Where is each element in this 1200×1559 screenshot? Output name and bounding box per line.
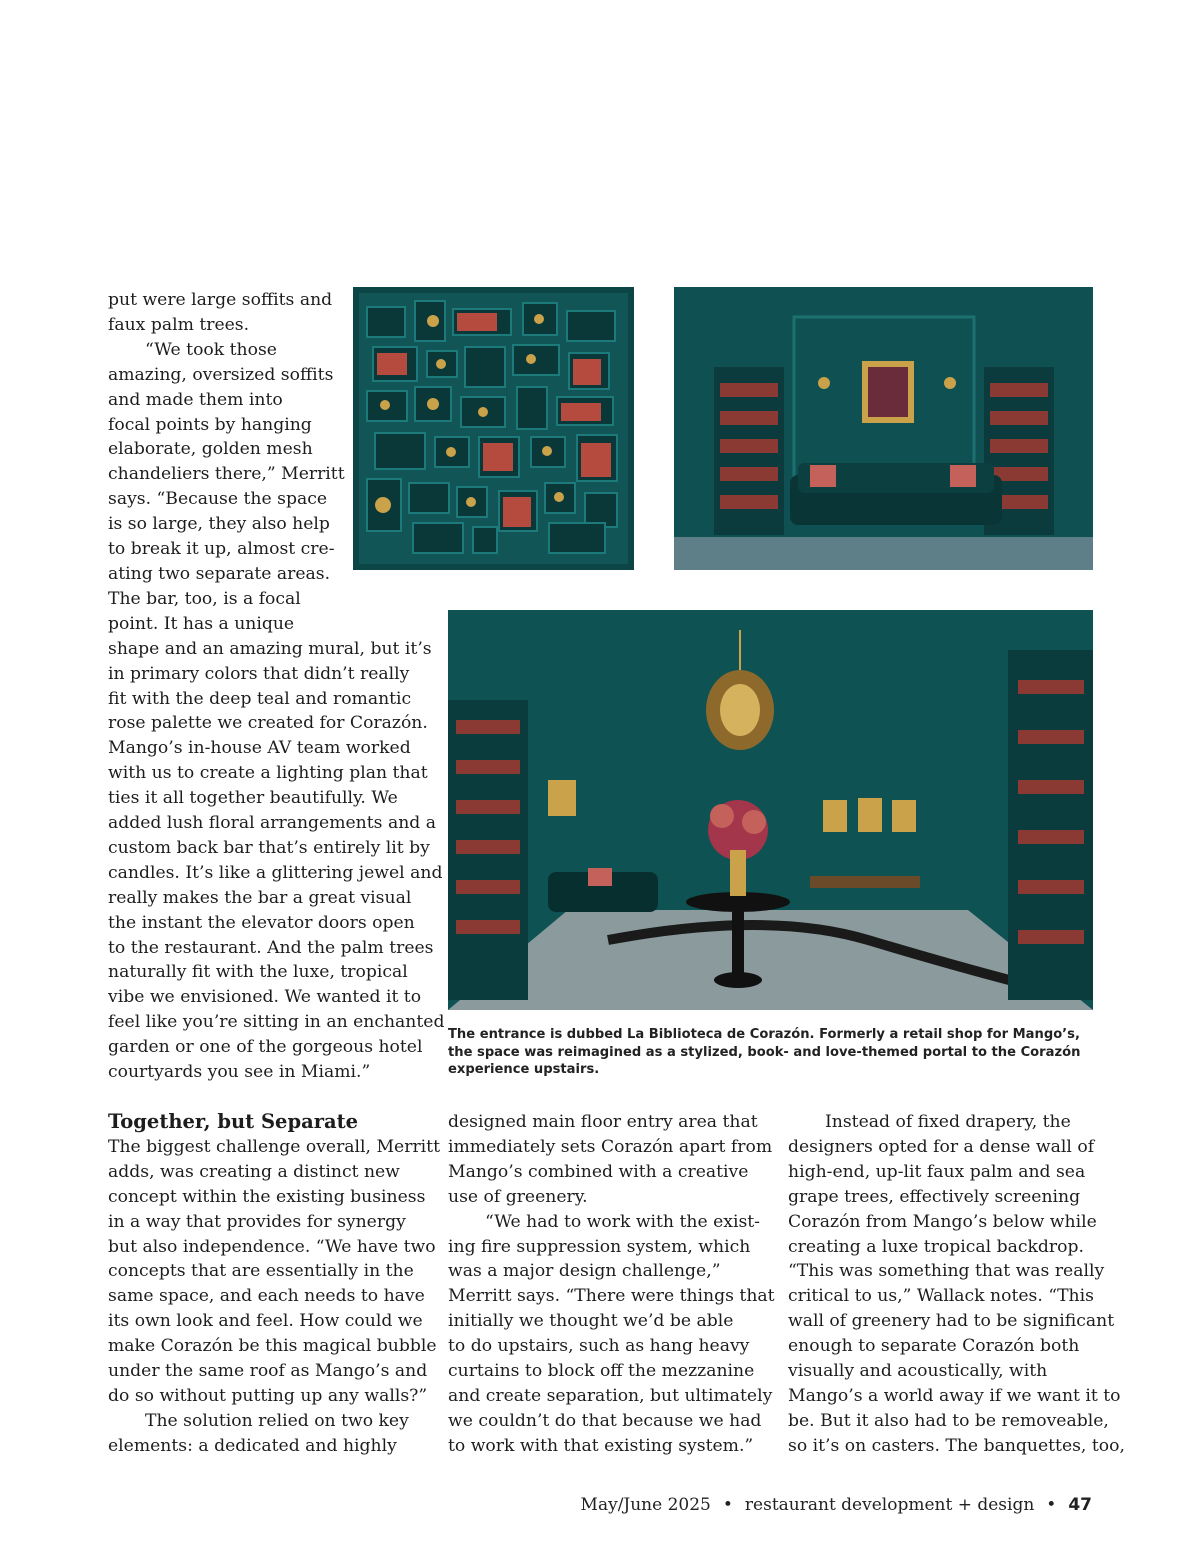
text-line: and create separation, but ultimately	[448, 1385, 773, 1406]
text-line: ating two separate areas.	[108, 563, 331, 584]
text-line: and made them into	[108, 389, 283, 410]
text-line: vibe we envisioned. We wanted it to	[108, 987, 422, 1008]
text-line: designed main floor entry area that	[448, 1112, 758, 1132]
text-line: “We had to work with the exist-	[485, 1211, 760, 1232]
text-line: but also independence. “We have two	[108, 1236, 436, 1257]
text-line: enough to separate Corazón both	[788, 1336, 1080, 1357]
footer-separator: •	[1046, 1495, 1057, 1515]
text-line: critical to us,” Wallack notes. “This	[788, 1286, 1094, 1307]
caption-line: experience upstairs.	[448, 1062, 600, 1078]
text-line: The bar, too, is a focal	[108, 588, 301, 609]
text-line: ties it all together beautifully. We	[108, 788, 398, 809]
text-line: says. “Because the space	[108, 489, 327, 510]
text-line: “This was something that was really	[788, 1261, 1105, 1282]
text-line: under the same roof as Mango’s and	[108, 1361, 428, 1382]
text-line: in primary colors that didn’t really	[108, 663, 410, 684]
text-line: immediately sets Corazón apart from	[448, 1136, 773, 1157]
text-line: was a major design challenge,”	[448, 1261, 721, 1282]
text-line: elaborate, golden mesh	[108, 439, 313, 460]
entrance-biblioteca-photo	[448, 610, 1093, 1010]
text-line: to the restaurant. And the palm trees	[108, 937, 434, 958]
article-column-2	[448, 1110, 775, 1459]
text-line: designers opted for a dense wall of	[788, 1136, 1095, 1157]
footer-separator: •	[722, 1495, 733, 1515]
text-line: Corazón from Mango’s below while	[788, 1211, 1097, 1232]
text-line: to do upstairs, such as hang heavy	[448, 1336, 750, 1357]
text-line: do so without putting up any walls?”	[108, 1385, 428, 1406]
text-line: so it’s on casters. The banquettes, too,	[788, 1435, 1125, 1456]
text-line: rose palette we created for Corazón.	[108, 713, 428, 734]
text-line: use of greenery.	[448, 1186, 588, 1207]
text-line: point. It has a unique	[108, 613, 295, 634]
text-line: really makes the bar a great visual	[108, 887, 412, 908]
text-line: feel like you’re sitting in an enchanted	[108, 1012, 445, 1033]
text-line: candles. It’s like a glittering jewel and	[108, 862, 443, 883]
text-line: Mango’s in-house AV team worked	[108, 738, 411, 759]
text-line: same space, and each needs to have	[108, 1286, 425, 1307]
text-line: added lush floral arrangements and a	[108, 813, 436, 834]
text-line: its own look and feel. How could we	[108, 1311, 423, 1332]
caption-line: The entrance is dubbed La Biblioteca de Corazón. Formerly a retail shop for Mango’s,	[448, 1027, 1080, 1042]
bookshelf-wall-photo	[353, 287, 634, 570]
photo-caption	[448, 1026, 1098, 1079]
text-line: put were large soffits and	[108, 290, 333, 310]
text-line: The solution relied on two key	[145, 1410, 409, 1431]
text-line: elements: a dedicated and highly	[108, 1435, 397, 1456]
text-line: visually and acoustically, with	[788, 1361, 1048, 1382]
text-line: chandeliers there,” Merritt	[108, 464, 345, 485]
page-footer	[581, 1494, 1092, 1516]
text-line: fit with the deep teal and romantic	[108, 688, 412, 709]
text-line: Merritt says. “There were things that	[448, 1286, 775, 1307]
publication-name: restaurant development + design	[744, 1495, 1035, 1515]
text-line: curtains to block off the mezzanine	[448, 1361, 755, 1382]
page-number: 47	[1068, 1495, 1092, 1515]
section-subhead: Together, but Separate	[108, 1110, 359, 1133]
text-line: The biggest challenge overall, Merritt	[108, 1136, 440, 1157]
text-line: in a way that provides for synergy	[108, 1211, 406, 1232]
article-column-1	[108, 1110, 440, 1459]
text-line: adds, was creating a distinct new	[108, 1161, 400, 1182]
text-line: Mango’s combined with a creative	[448, 1161, 749, 1182]
text-line: naturally fit with the luxe, tropical	[108, 962, 408, 983]
text-line: the instant the elevator doors open	[108, 912, 415, 933]
text-line: creating a luxe tropical backdrop.	[788, 1236, 1084, 1257]
text-line: to work with that existing system.”	[448, 1435, 754, 1456]
text-line: “We took those	[145, 339, 277, 360]
text-line: Instead of fixed drapery, the	[825, 1112, 1071, 1132]
text-line: be. But it also had to be removeable,	[788, 1410, 1109, 1431]
text-line: garden or one of the gorgeous hotel	[108, 1037, 423, 1058]
article-column-3	[788, 1110, 1125, 1459]
text-line: courtyards you see in Miami.”	[108, 1062, 371, 1083]
text-line: concepts that are essentially in the	[108, 1261, 414, 1282]
text-line: ing fire suppression system, which	[448, 1236, 751, 1257]
text-line: is so large, they also help	[108, 514, 330, 535]
text-line: custom back bar that’s entirely lit by	[108, 837, 430, 858]
text-line: high-end, up-lit faux palm and sea	[788, 1161, 1086, 1182]
text-line: wall of greenery had to be significant	[788, 1311, 1115, 1332]
text-line: make Corazón be this magical bubble	[108, 1336, 437, 1357]
text-line: shape and an amazing mural, but it’s	[108, 638, 432, 659]
text-line: concept within the existing business	[108, 1186, 426, 1207]
text-line: focal points by hanging	[108, 414, 312, 435]
text-line: we couldn’t do that because we had	[448, 1410, 762, 1431]
text-line: grape trees, effectively screening	[788, 1186, 1081, 1207]
text-line: with us to create a lighting plan that	[108, 763, 428, 784]
text-line: Mango’s a world away if we want it to	[788, 1385, 1121, 1406]
issue-date: May/June 2025	[580, 1495, 711, 1515]
text-line: faux palm trees.	[108, 314, 250, 335]
text-line: amazing, oversized soffits	[108, 364, 334, 385]
text-line: initially we thought we’d be able	[448, 1311, 734, 1332]
caption-line: the space was reimagined as a stylized, book- and love-themed portal to the Corazón	[448, 1044, 1081, 1060]
text-line: to break it up, almost cre-	[108, 539, 335, 560]
sofa-lounge-photo	[674, 287, 1093, 570]
